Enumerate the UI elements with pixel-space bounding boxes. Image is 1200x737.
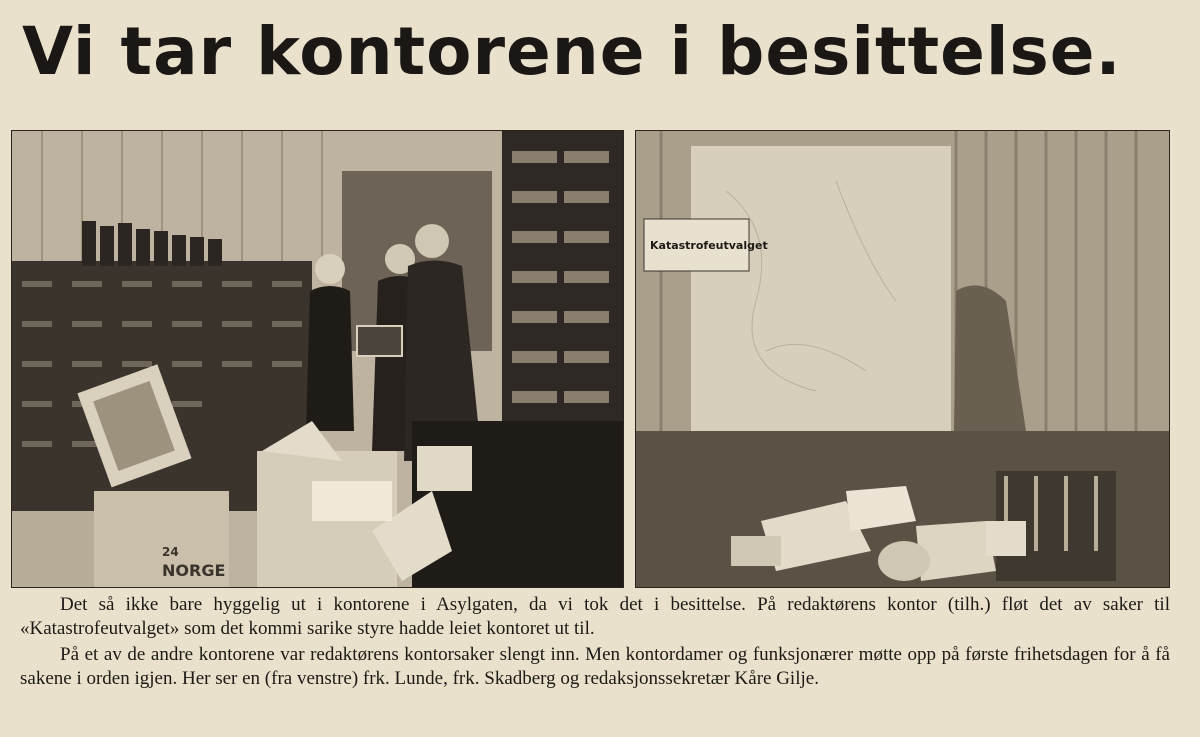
photo-caption bbox=[20, 593, 1170, 691]
headline: Vi tar kontorene i besittelse. bbox=[22, 13, 1122, 90]
sign-text: Katastrofeutvalget bbox=[650, 239, 768, 252]
bowl-object bbox=[878, 541, 930, 581]
caption-paragraph-2: På et av de andre kontorene var redaktørens kontorsaker slengt inn. Men kontordamer og funksjonærer møtte opp på første frihetsdagen for å få sakene i orden igjen. Her ser en (fra venstre) frk. Lunde, frk. Skadberg og redaksjonssekretær Kåre Gilje. bbox=[20, 644, 1170, 689]
office-photo-right bbox=[635, 130, 1170, 588]
office-photo-left bbox=[11, 130, 624, 588]
box-label-country: NORGE bbox=[162, 561, 226, 580]
box-label-count: 24 bbox=[162, 545, 179, 559]
caption-paragraph-1: Det så ikke bare hyggelig ut i kontorene i Asylgaten, da vi tok det i besittelse. På redaktørens kontor (tilh.) fløt det av saker til «Katastrofeutvalget» som det kommi sarike styre hadde leiet kontoret ut til. bbox=[20, 594, 1170, 639]
wall-map bbox=[691, 146, 951, 431]
